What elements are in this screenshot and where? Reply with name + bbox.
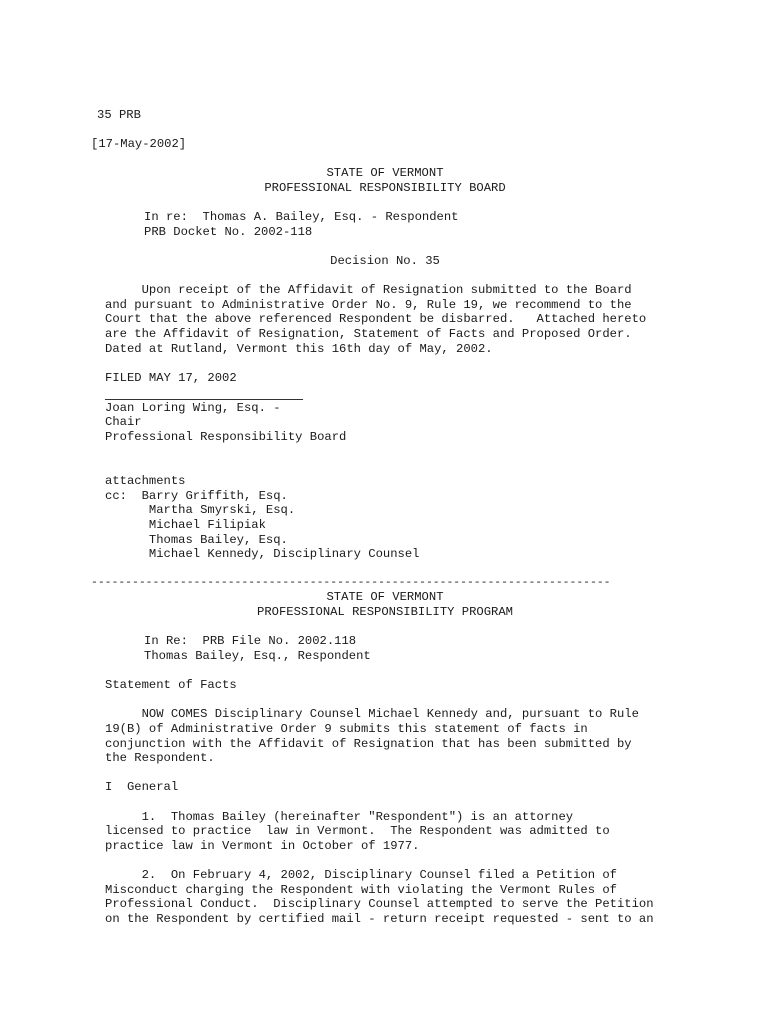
decision-number: Decision No. 35 [330,254,440,268]
decision-docket: PRB Docket No. 2002-118 [144,225,313,239]
paragraph-1-line: practice law in Vermont in October of 1977. [105,839,420,853]
statement-heading: Statement of Facts [105,678,237,692]
decision-board-heading: PROFESSIONAL RESPONSIBILITY BOARD [264,181,506,195]
intro-line: the Respondent. [105,751,215,765]
decision-state-heading: STATE OF VERMONT [326,166,444,180]
section-heading: I General [105,780,179,794]
cc-line: Thomas Bailey, Esq. [105,533,288,547]
cc-line: Martha Smyrski, Esq. [105,503,296,517]
statement-program-heading: PROFESSIONAL RESPONSIBILITY PROGRAM [257,605,513,619]
decision-body-line: Upon receipt of the Affidavit of Resignation submitted to the Board [105,283,632,297]
intro-line: NOW COMES Disciplinary Counsel Michael Kennedy and, pursuant to Rule [105,707,639,721]
paragraph-2-line: on the Respondent by certified mail - return receipt requested - sent to an [105,912,654,926]
decision-body-line: and pursuant to Administrative Order No. 9, Rule 19, we recommend to the [105,298,632,312]
signer-name: Joan Loring Wing, Esq. - [105,401,281,415]
statement-in-re: In Re: PRB File No. 2002.118 [144,634,357,648]
paragraph-1-line: 1. Thomas Bailey (hereinafter "Respondent") is an attorney [105,810,574,824]
statement-state-heading: STATE OF VERMONT [326,590,444,604]
statement-respondent: Thomas Bailey, Esq., Respondent [144,649,371,663]
signer-title: Chair [105,415,142,429]
cc-line: Michael Filipiak [105,518,266,532]
paragraph-2-line: Misconduct charging the Respondent with violating the Vermont Rules of [105,883,617,897]
paragraph-2-line: 2. On February 4, 2002, Disciplinary Counsel filed a Petition of [105,868,617,882]
doc-date: [17-May-2002] [91,137,187,151]
intro-line: conjunction with the Affidavit of Resignation that has been submitted by [105,737,632,751]
attachments-label: attachments [105,474,186,488]
paragraph-1-line: licensed to practice law in Vermont. The Respondent was admitted to [105,824,610,838]
intro-line: 19(B) of Administrative Order 9 submits this statement of facts in [105,722,588,736]
decision-body-line: Court that the above referenced Respondent be disbarred. Attached hereto [105,312,647,326]
decision-in-re: In re: Thomas A. Bailey, Esq. - Respondent [144,210,459,224]
doc-id: 35 PRB [97,108,141,122]
section-separator: ---------------------------------------------------------------------------- [91,577,611,589]
cc-line: Michael Kennedy, Disciplinary Counsel [105,547,420,561]
paragraph-2-line: Professional Conduct. Disciplinary Counsel attempted to serve the Petition [105,897,654,911]
decision-body-line: are the Affidavit of Resignation, Statement of Facts and Proposed Order. [105,327,632,341]
signer-org: Professional Responsibility Board [105,430,347,444]
signature-line [105,399,303,400]
cc-line: cc: Barry Griffith, Esq. [105,489,288,503]
filed-date: FILED MAY 17, 2002 [105,371,237,385]
decision-body-line: Dated at Rutland, Vermont this 16th day of May, 2002. [105,342,493,356]
